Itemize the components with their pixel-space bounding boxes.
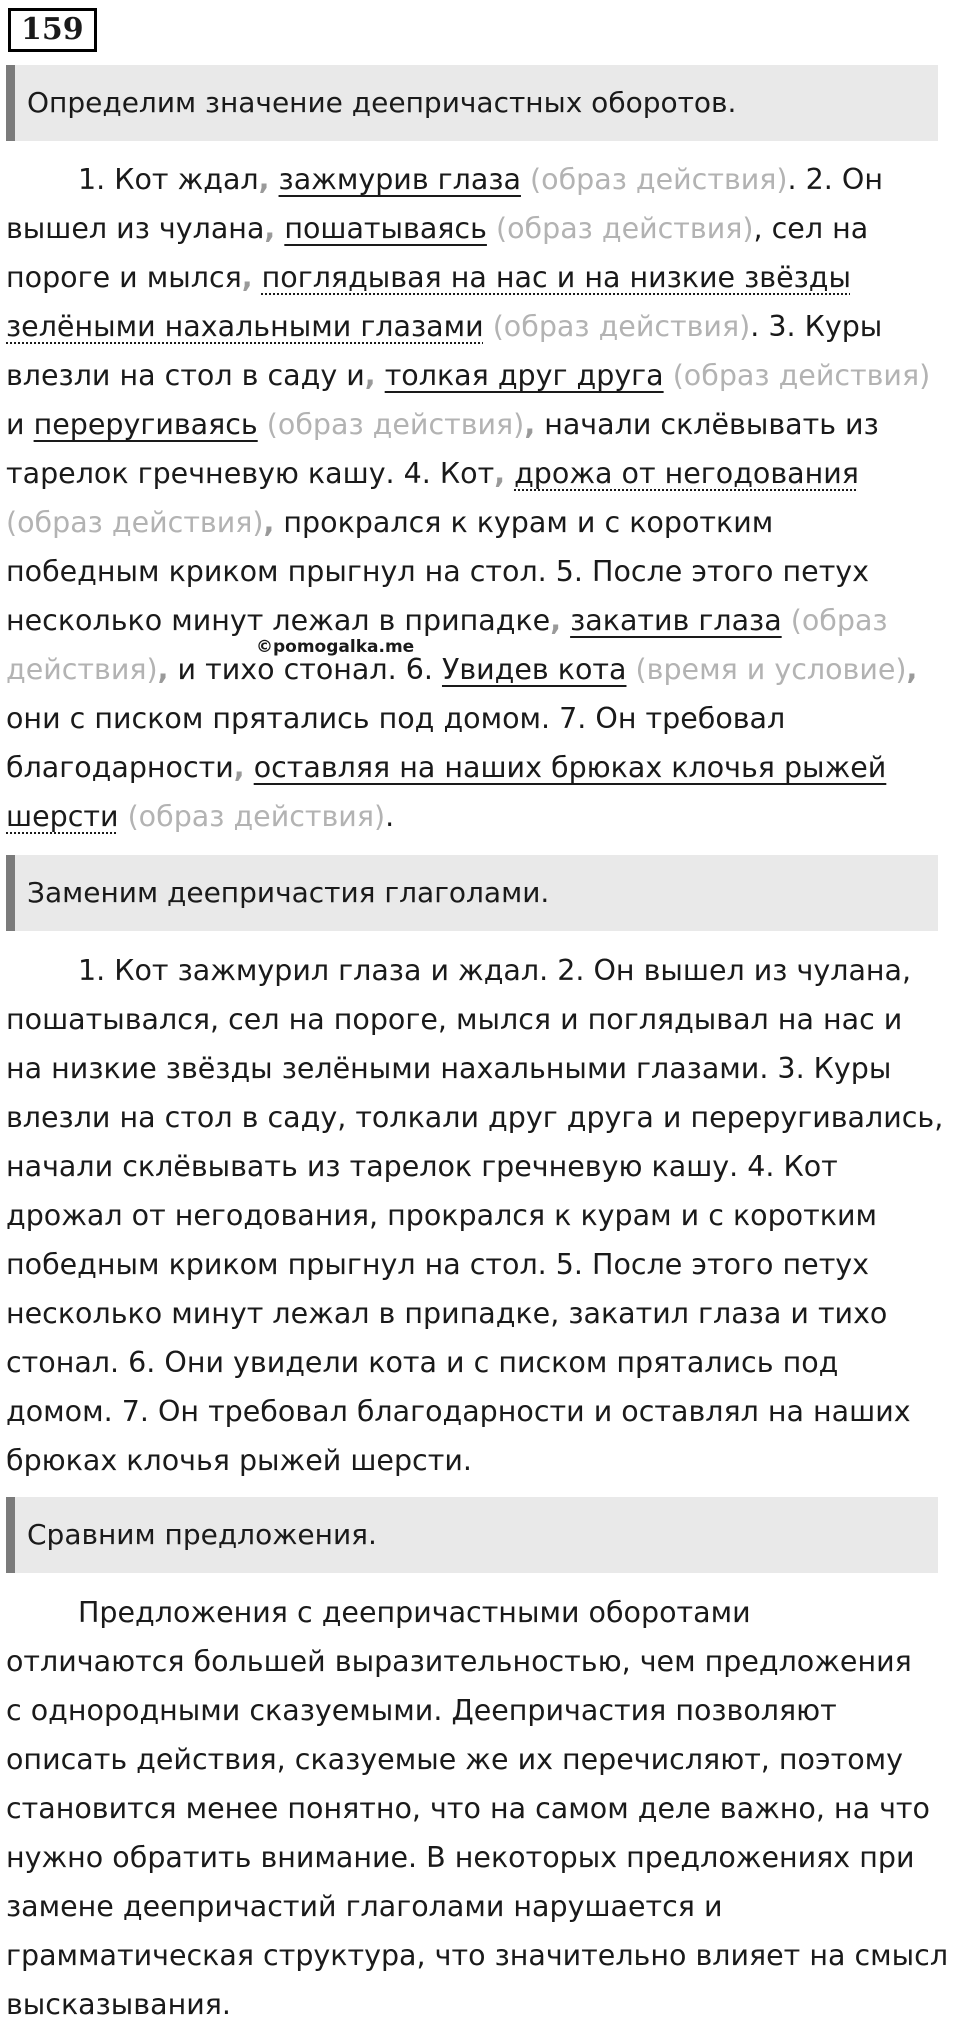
text-line: с однородными сказуемыми. Деепричастия позволяют [6,1694,837,1727]
participial-phrase: оставляя на наших брюках клочья рыжей [253,751,887,784]
comma-mark: , [264,212,276,245]
text-fragment: , сел на [753,212,869,245]
participial-phrase: Увидев кота [441,653,627,686]
text-fragment: . 3. Куры [750,310,883,343]
text-line: домом. 7. Он требовал благодарности и оставлял на наших [6,1395,911,1428]
meaning-note: (образ действия) [492,310,751,343]
text-line: описать действия, сказуемые же их перечисляют, поэтому [6,1743,904,1776]
comparison-text [6,1588,949,2029]
text-line: становится менее понятно, что на самом деле важно, на что [6,1792,930,1825]
meaning-note: (образ действия) [266,408,525,441]
comma-mark: , [258,163,270,196]
comma-mark: , [241,261,253,294]
text-fragment: победным криком прыгнул на стол. 5. После этого петух [6,555,870,588]
participial-phrase: поглядывая на нас и на низкие звёзды [261,261,851,294]
task-number: 159 [8,8,97,52]
participial-phrase: толкая друг друга [384,359,664,392]
text-line [6,694,936,743]
text-line: грамматическая структура, что значительно влияет на смысл [6,1939,949,1972]
meaning-note: (образ действия) [530,163,788,196]
text-line: дрожал от негодования, прокрался к курам и с коротким [6,1199,877,1232]
text-line: стонал. 6. Они увидели кота и с писком прятались под [6,1346,839,1379]
comma-mark: , [906,653,918,686]
text-line: пошатывался, сел на пороге, мылся и поглядывал на нас и [6,1003,903,1036]
text-line: 1. Кот зажмурил глаза и ждал. 2. Он вышел из чулана, [78,954,912,987]
section-header-replace: Заменим деепричастия глаголами. [6,855,938,931]
text-line [6,351,936,400]
text-fragment: и тихо стонал. 6. [177,653,442,686]
text-line: замене деепричастий глаголами нарушается и [6,1890,723,1923]
text-line: отличаются большей выразительностью, чем предложения [6,1645,912,1678]
comma-mark: , [524,408,536,441]
text-fragment: . 2. Он [787,163,883,196]
meaning-note: (образ [790,604,888,637]
text-line [6,400,936,449]
text-fragment: . [385,800,395,833]
replaced-verbs-text [6,946,944,1485]
meaning-note: (образ действия) [495,212,754,245]
meaning-note: (образ действия) [127,800,386,833]
text-line: несколько минут лежал в припадке, закатил глаза и тихо [6,1297,888,1330]
text-fragment: вышел из чулана [6,212,265,245]
text-line: нужно обратить внимание. В некоторых предложениях при [6,1841,915,1874]
comma-mark: , [364,359,376,392]
text-fragment: начали склёвывать из [544,408,879,441]
participial-analysis-text [6,155,936,841]
text-line [6,645,936,694]
meaning-note: действия) [6,653,158,686]
meaning-note: (образ действия) [672,359,931,392]
participial-phrase: переругиваясь [33,408,258,441]
participial-phrase: закатив глаза [570,604,782,637]
comma-mark: , [157,653,169,686]
text-fragment: они с писком прятались под домом. 7. Он требовал [6,702,786,735]
section-header-meaning: Определим значение деепричастных оборотов. [6,65,938,141]
text-line [6,302,936,351]
text-fragment: пороге и мылся [6,261,242,294]
participial-phrase: зелёными нахальными глазами [6,310,484,343]
participial-phrase: зажмурив глаза [278,163,521,196]
text-line [6,449,936,498]
text-line [6,547,936,596]
text-fragment: тарелок гречневую кашу. 4. Кот [6,457,495,490]
comma-mark: , [494,457,506,490]
text-fragment: влезли на стол в саду и [6,359,365,392]
text-line: на низкие звёзды зелёными нахальными глазами. 3. Куры [6,1052,892,1085]
text-line [6,204,936,253]
participial-phrase: дрожа от негодования [514,457,859,490]
text-fragment: прокрался к курам и с коротким [283,506,774,539]
text-line: высказывания. [6,1988,231,2021]
text-fragment: несколько минут лежал в припадке [6,604,551,637]
text-line: начали склёвывать из тарелок гречневую кашу. 4. Кот [6,1150,838,1183]
watermark: ©pomogalka.me [256,637,415,657]
participial-phrase: пошатываясь [284,212,487,245]
comma-mark: , [233,751,245,784]
comma-mark: , [263,506,275,539]
participial-phrase: шерсти [6,800,119,833]
text-line [6,155,936,204]
text-line: Предложения с деепричастными оборотами [78,1596,751,1629]
meaning-note: (образ действия) [6,506,264,539]
text-fragment: и [6,408,34,441]
text-fragment: 1. Кот ждал [78,163,259,196]
text-line: победным криком прыгнул на стол. 5. После этого петух [6,1248,870,1281]
text-line [6,498,936,547]
text-line: брюках клочья рыжей шерсти. [6,1444,472,1477]
text-line [6,253,936,302]
text-line [6,792,936,841]
meaning-note: (время и условие) [635,653,907,686]
text-line: влезли на стол в саду, толкали друг друга и переругивались, [6,1101,944,1134]
section-header-compare: Сравним предложения. [6,1497,938,1573]
comma-mark: , [550,604,562,637]
text-line [6,596,936,645]
text-line [6,743,936,792]
text-fragment: благодарности [6,751,234,784]
